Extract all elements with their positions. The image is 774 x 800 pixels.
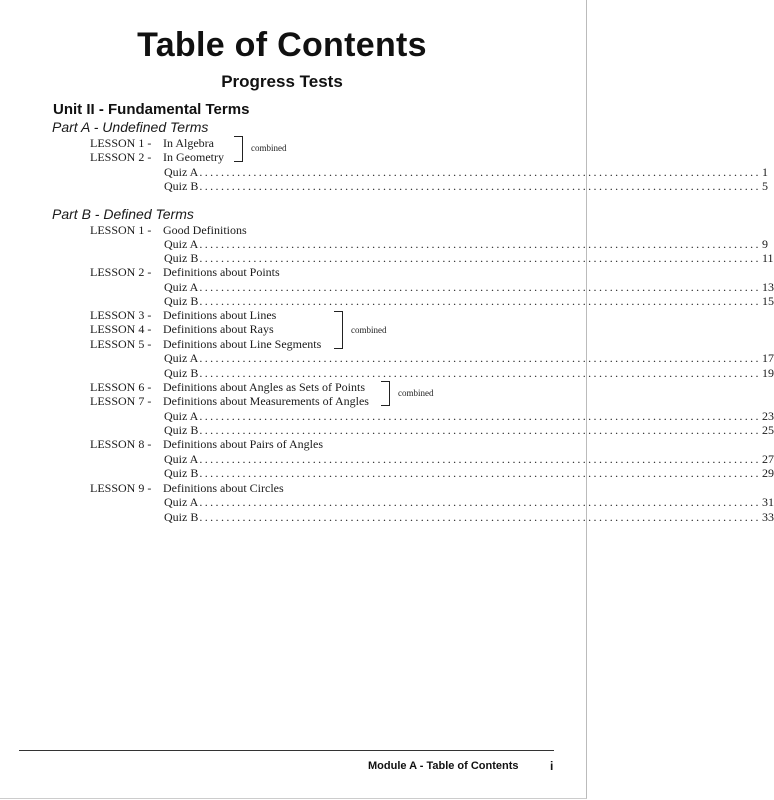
leader-dots: ........................................................................................................ [199, 237, 761, 251]
leader-dots: ........................................................................................................ [199, 452, 761, 466]
lesson-name: Definitions about Rays [163, 322, 274, 336]
quiz-page: 1 [761, 165, 768, 179]
quiz-name: Quiz B [164, 251, 199, 265]
lesson-number: LESSON 1 - [90, 136, 152, 150]
quiz-page: 27 [761, 452, 774, 466]
lesson-number: LESSON 7 - [90, 394, 152, 408]
lesson-name: Definitions about Points [163, 265, 280, 279]
quiz-page: 13 [761, 280, 774, 294]
page-subtitle: Progress Tests [221, 72, 343, 91]
quiz-name: Quiz B [164, 423, 199, 437]
lesson-number: LESSON 8 - [90, 437, 152, 451]
part-b-quiz [164, 251, 774, 265]
quiz-name: Quiz B [164, 179, 199, 193]
footer-title: Module A - Table of Contents [368, 760, 519, 772]
leader-dots: ........................................................................................................ [199, 510, 761, 524]
leader-dots: ........................................................................................................ [199, 179, 761, 193]
quiz-name: Quiz A [164, 409, 199, 423]
lesson-name: Definitions about Lines [163, 308, 277, 322]
lesson-name: In Geometry [163, 150, 224, 164]
page-number: i [550, 759, 554, 773]
part-b-quiz [164, 294, 774, 308]
leader-dots: ........................................................................................................ [199, 366, 761, 380]
quiz-page: 23 [761, 409, 774, 423]
leader-dots: ........................................................................................................ [199, 251, 761, 265]
part-b-quiz [164, 510, 774, 524]
lesson-name: Definitions about Measurements of Angles [163, 394, 369, 408]
part-b-lesson-2 [90, 265, 280, 279]
quiz-name: Quiz B [164, 366, 199, 380]
part-b-quiz [164, 280, 774, 294]
leader-dots: ........................................................................................................ [199, 294, 761, 308]
lesson-number: LESSON 5 - [90, 337, 152, 351]
leader-dots: ........................................................................................................ [199, 165, 761, 179]
part-b-quiz [164, 495, 774, 509]
part-b-lesson-9 [90, 481, 284, 495]
quiz-page: 29 [761, 466, 774, 480]
quiz-name: Quiz A [164, 165, 199, 179]
page-title: Table of Contents [137, 26, 427, 64]
quiz-page: 25 [761, 423, 774, 437]
part-a-quiz-b [164, 179, 768, 193]
quiz-page: 31 [761, 495, 774, 509]
lesson-name: In Algebra [163, 136, 214, 150]
part-a-lesson-1 [90, 136, 214, 150]
part-b-lesson-8 [90, 437, 323, 451]
part-b-quiz [164, 409, 774, 423]
combined-bracket [234, 136, 243, 162]
part-b-quiz [164, 366, 774, 380]
lesson-number: LESSON 4 - [90, 322, 152, 336]
lesson-number: LESSON 1 - [90, 223, 152, 237]
lesson-number: LESSON 2 - [90, 265, 152, 279]
leader-dots: ........................................................................................................ [199, 280, 761, 294]
leader-dots: ........................................................................................................ [199, 351, 761, 365]
quiz-name: Quiz B [164, 510, 199, 524]
part-a-heading: Part A - Undefined Terms [52, 119, 209, 135]
quiz-page: 9 [761, 237, 768, 251]
part-b-lesson-4 [90, 322, 274, 336]
combined-bracket [334, 311, 343, 349]
part-a-lesson-2 [90, 150, 224, 164]
footer-rule [19, 750, 554, 751]
part-b-quiz [164, 351, 774, 365]
quiz-name: Quiz A [164, 351, 199, 365]
lesson-name: Good Definitions [163, 223, 247, 237]
combined-bracket [381, 381, 390, 406]
lesson-number: LESSON 3 - [90, 308, 152, 322]
leader-dots: ........................................................................................................ [199, 495, 761, 509]
quiz-name: Quiz B [164, 466, 199, 480]
part-b-lesson-3 [90, 308, 276, 322]
combined-label: combined [251, 143, 287, 153]
part-b-quiz [164, 423, 774, 437]
part-b-lesson-7 [90, 394, 369, 408]
leader-dots: ........................................................................................................ [199, 409, 761, 423]
quiz-page: 5 [761, 179, 768, 193]
quiz-name: Quiz A [164, 495, 199, 509]
part-b-lesson-5 [90, 337, 321, 351]
part-b-lesson-6 [90, 380, 365, 394]
quiz-page: 15 [761, 294, 774, 308]
quiz-name: Quiz A [164, 237, 199, 251]
part-b-quiz [164, 237, 768, 251]
unit-heading: Unit II - Fundamental Terms [53, 101, 250, 118]
lesson-name: Definitions about Line Segments [163, 337, 322, 351]
part-b-heading: Part B - Defined Terms [52, 206, 194, 222]
quiz-page: 11 [761, 251, 774, 265]
lesson-name: Definitions about Circles [163, 481, 284, 495]
quiz-name: Quiz B [164, 294, 199, 308]
part-b-quiz [164, 466, 774, 480]
lesson-name: Definitions about Angles as Sets of Points [163, 380, 365, 394]
leader-dots: ........................................................................................................ [199, 423, 761, 437]
quiz-name: Quiz A [164, 452, 199, 466]
lesson-number: LESSON 9 - [90, 481, 152, 495]
lesson-number: LESSON 6 - [90, 380, 152, 394]
lesson-name: Definitions about Pairs of Angles [163, 437, 323, 451]
quiz-page: 17 [761, 351, 774, 365]
quiz-name: Quiz A [164, 280, 199, 294]
lesson-number: LESSON 2 - [90, 150, 152, 164]
part-b-quiz [164, 452, 774, 466]
quiz-page: 19 [761, 366, 774, 380]
part-a-quiz-a [164, 165, 768, 179]
leader-dots: ........................................................................................................ [199, 466, 761, 480]
part-b-lesson-1 [90, 223, 247, 237]
quiz-page: 33 [761, 510, 774, 524]
combined-label: combined [351, 325, 387, 335]
combined-label: combined [398, 388, 434, 398]
